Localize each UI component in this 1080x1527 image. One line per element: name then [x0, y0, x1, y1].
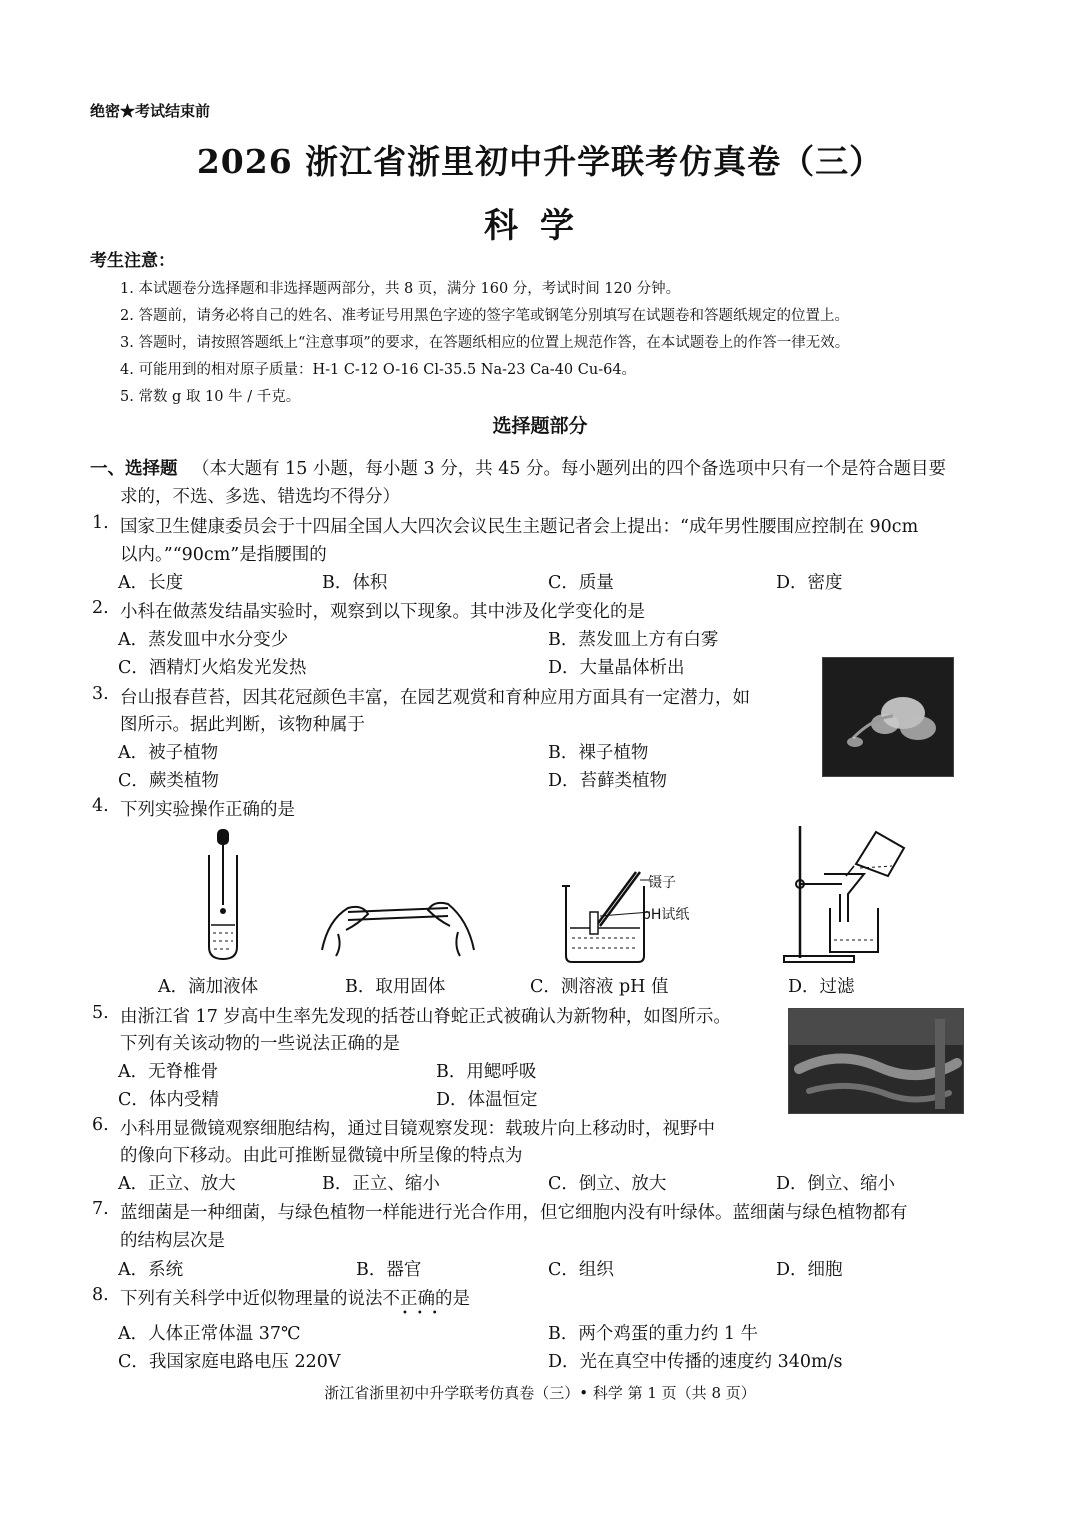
ph-paper-label: pH试纸 [642, 907, 690, 923]
q6-number: 6. [92, 1115, 109, 1135]
q3-option-b: B．裸子植物 [548, 743, 649, 763]
q7-stem-line2: 的结构层次是 [120, 1231, 225, 1251]
q3-option-a: A．被子植物 [118, 743, 219, 763]
q4-option-b: B．取用固体 [345, 977, 446, 997]
q6-option-d: D．倒立、缩小 [776, 1174, 896, 1194]
q5-stem-line2: 下列有关该动物的一些说法正确的是 [120, 1034, 400, 1054]
notice-item-1: 1. 本试题卷分选择题和非选择题两部分，共 8 页，满分 160 分，考试时间 120 分钟。 [120, 281, 681, 297]
q4-number: 4. [92, 796, 109, 816]
q6-option-c: C．倒立、放大 [548, 1174, 667, 1194]
emphasis-dots: ••• [402, 1308, 447, 1319]
part-one-label: 一、选择题 [90, 459, 178, 479]
tweezers-label: 镊子 [648, 875, 676, 891]
q3-number: 3. [92, 684, 109, 704]
q5-stem-line1: 由浙江省 17 岁高中生率先发现的括苍山脊蛇正式被确认为新物种，如图所示。 [120, 1007, 731, 1027]
q4-stem-line1: 下列实验操作正确的是 [120, 800, 295, 820]
notice-item-5: 5. 常数 g 取 10 牛 / 千克。 [120, 389, 301, 405]
flower-photo-drawing [823, 658, 953, 776]
notice-item-2: 2. 答题前，请务必将自己的姓名、准考证号用黑色字迹的签字笔或钢笔分别填写在试题卷和答题纸规定的位置上。 [120, 308, 849, 324]
snake-photo-drawing [789, 1009, 963, 1113]
q7-option-d: D．细胞 [776, 1260, 843, 1280]
q2-option-d: D．大量晶体析出 [548, 658, 685, 678]
q2-option-a: A．蒸发皿中水分变少 [118, 630, 289, 650]
q1-number: 1. [92, 513, 109, 533]
q7-option-a: A．系统 [118, 1260, 184, 1280]
part-one-desc-line2: 求的，不选、多选、错选均不得分） [120, 487, 400, 507]
q1-option-a: A．长度 [118, 573, 184, 593]
q7-option-b: B．器官 [356, 1260, 422, 1280]
q6-option-a: A．正立、放大 [118, 1174, 236, 1194]
q3-stem-line2: 图所示。据此判断，该物种属于 [120, 715, 365, 735]
q6-stem-line1: 小科用显微镜观察细胞结构，通过目镜观察发现：载玻片向上移动时，视野中 [120, 1119, 715, 1139]
q3-option-c: C．蕨类植物 [118, 771, 219, 791]
q5-option-b: B．用鳃呼吸 [436, 1062, 537, 1082]
notice-item-4: 4. 可能用到的相对原子质量：H-1 C-12 O-16 Cl-35.5 Na-23 Ca-40 Cu-64。 [120, 362, 637, 378]
q8-stem-line1: 下列有关科学中近似物理量的说法不正确的是 [120, 1289, 470, 1309]
q7-number: 7. [92, 1199, 109, 1219]
q2-number: 2. [92, 598, 109, 618]
q1-option-d: D．密度 [776, 573, 843, 593]
q7-option-c: C．组织 [548, 1260, 614, 1280]
q2-option-b: B．蒸发皿上方有白雾 [548, 630, 719, 650]
q4-option-c: C．测溶液 pH 值 [530, 977, 669, 997]
q3-option-d: D．苔藓类植物 [548, 771, 668, 791]
q5-option-c: C．体内受精 [118, 1090, 219, 1110]
snake-photo [788, 1008, 964, 1114]
section-title: 选择题部分 [492, 415, 588, 437]
flower-photo [822, 657, 954, 777]
q8-option-a: A．人体正常体温 37℃ [118, 1324, 301, 1344]
confidential-label: 绝密★考试结束前 [90, 102, 211, 120]
filtration-diagram [780, 822, 910, 967]
exam-title: 2026 浙江省浙里初中升学联考仿真卷（三） [196, 142, 884, 181]
q8-option-d: D．光在真空中传播的速度约 340m/s [548, 1352, 843, 1372]
solid-handling-diagram [318, 890, 478, 960]
q8-option-b: B．两个鸡蛋的重力约 1 牛 [548, 1324, 759, 1344]
part-one-desc-line1: （本大题有 15 小题，每小题 3 分，共 45 分。每小题列出的四个备选项中只有一个是符合题目要 [192, 459, 947, 479]
q1-stem-line1: 国家卫生健康委员会于十四届全国人大四次会议民生主题记者会上提出：“成年男性腰围应控制在 90cm [120, 517, 919, 537]
q7-stem-line1: 蓝细菌是一种细菌，与绿色植物一样能进行光合作用，但它细胞内没有叶绿体。蓝细菌与绿色植物都有 [120, 1203, 908, 1223]
notice-item-3: 3. 答题时，请按照答题纸上“注意事项”的要求，在答题纸相应的位置上规范作答，在本试题卷上的作答一律无效。 [120, 335, 850, 351]
q5-option-a: A．无脊椎骨 [118, 1062, 219, 1082]
q6-option-b: B．正立、缩小 [322, 1174, 440, 1194]
q1-option-b: B．体积 [322, 573, 388, 593]
q1-stem-line2: 以内。”“90cm”是指腰围的 [120, 545, 327, 565]
q5-option-d: D．体温恒定 [436, 1090, 538, 1110]
q4-option-a: A．滴加液体 [158, 977, 259, 997]
subject-title: 科学 [484, 206, 596, 246]
q1-option-c: C．质量 [548, 573, 614, 593]
q2-stem-line1: 小科在做蒸发结晶实验时，观察到以下现象。其中涉及化学变化的是 [120, 602, 645, 622]
q8-option-c: C．我国家庭电路电压 220V [118, 1352, 341, 1372]
q8-number: 8. [92, 1285, 109, 1305]
q3-stem-line1: 台山报春苣苔，因其花冠颜色丰富，在园艺观赏和育种应用方面具有一定潜力，如 [120, 688, 750, 708]
q2-option-c: C．酒精灯火焰发光发热 [118, 658, 307, 678]
page-footer: 浙江省浙里初中升学联考仿真卷（三）• 科学 第 1 页（共 8 页） [324, 1384, 756, 1402]
q5-number: 5. [92, 1003, 109, 1023]
q4-option-d: D．过滤 [788, 977, 855, 997]
notice-heading: 考生注意： [90, 251, 175, 271]
q6-stem-line2: 的像向下移动。由此可推断显微镜中所呈像的特点为 [120, 1146, 523, 1166]
dropper-diagram [195, 825, 255, 965]
